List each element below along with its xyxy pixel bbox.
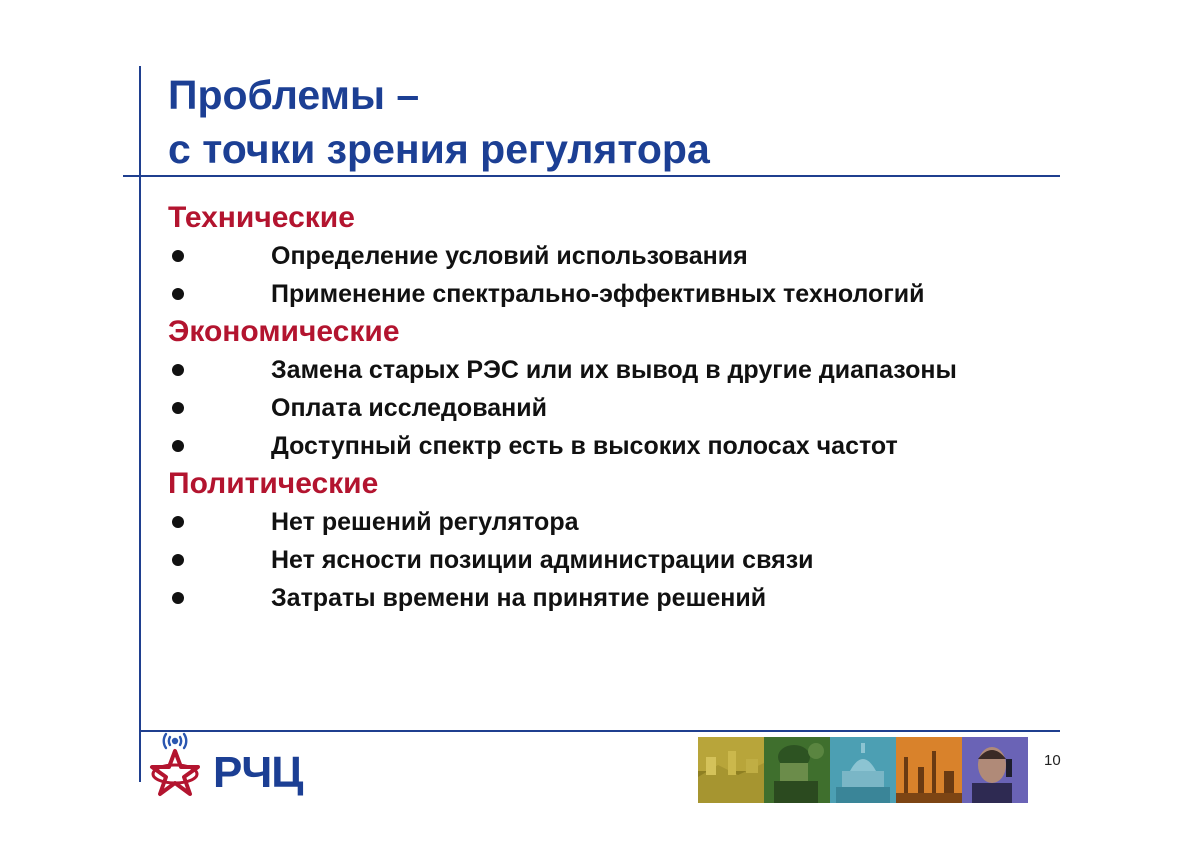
section-political bbox=[168, 465, 1068, 617]
section-technical bbox=[168, 199, 1068, 313]
bullet-dot-icon bbox=[172, 440, 184, 452]
industry-photo-icon bbox=[896, 737, 962, 803]
logo-text: РЧЦ bbox=[213, 748, 303, 797]
list-item: Применение спектрально-эффективных технологий bbox=[168, 275, 1068, 313]
list-item: Нет ясности позиции администрации связи bbox=[168, 541, 1068, 579]
bullet-dot-icon bbox=[172, 402, 184, 414]
list-item: Определение условий использования bbox=[168, 237, 1068, 275]
bullet-dot-icon bbox=[172, 554, 184, 566]
city-photo-icon bbox=[698, 737, 764, 803]
slide-title-line-1: Проблемы – bbox=[168, 72, 420, 118]
bullet-dot-icon bbox=[172, 288, 184, 300]
section-title: Политические bbox=[168, 467, 379, 500]
bullet-dot-icon bbox=[172, 592, 184, 604]
capitol-photo-icon bbox=[830, 737, 896, 803]
bullet-dot-icon bbox=[172, 364, 184, 376]
page-number: 10 bbox=[1044, 752, 1061, 769]
slide-content bbox=[168, 199, 1068, 617]
vertical-rule bbox=[139, 66, 141, 782]
section-title: Экономические bbox=[168, 315, 400, 348]
bullet-dot-icon bbox=[172, 250, 184, 262]
soldier-photo-icon bbox=[764, 737, 830, 803]
list-item: Оплата исследований bbox=[168, 389, 1068, 427]
list-item: Нет решений регулятора bbox=[168, 503, 1068, 541]
photo-strip bbox=[698, 737, 1028, 803]
phone-user-photo-icon bbox=[962, 737, 1028, 803]
section-economic bbox=[168, 313, 1068, 465]
slide-title bbox=[168, 68, 710, 176]
slide-title-line-2: с точки зрения регулятора bbox=[168, 126, 710, 172]
list-item: Затраты времени на принятие решений bbox=[168, 579, 1068, 617]
section-title: Технические bbox=[168, 201, 355, 234]
bullet-dot-icon bbox=[172, 516, 184, 528]
list-item: Доступный спектр есть в высоких полосах частот bbox=[168, 427, 1068, 465]
list-item: Замена старых РЭС или их вывод в другие диапазоны bbox=[168, 351, 1068, 389]
